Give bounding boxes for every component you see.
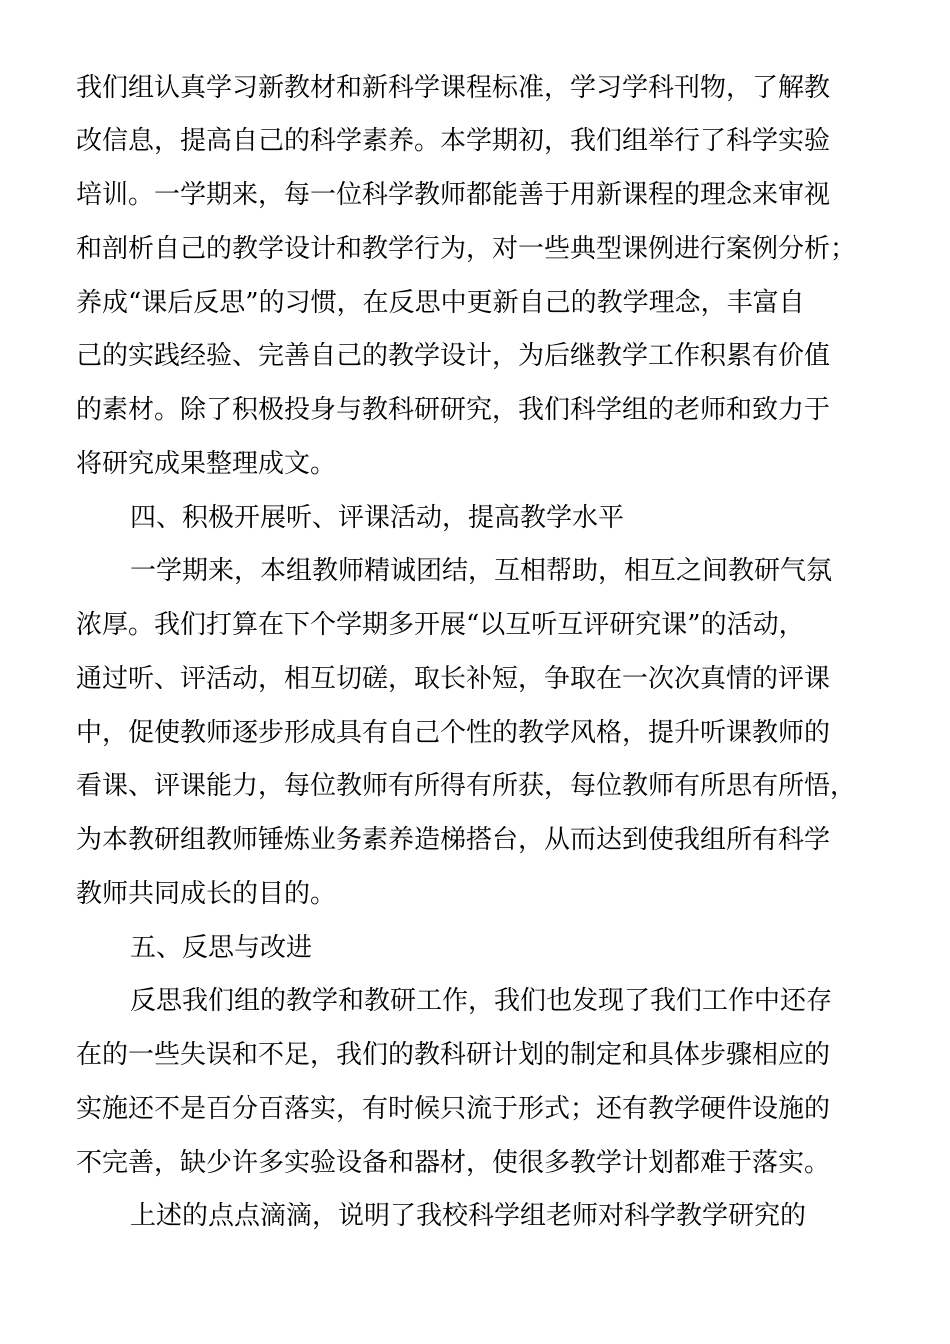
paragraph-line: 己的实践经验、完善自己的教学设计，为后继教学工作积累有价值 [76, 341, 831, 371]
paragraph-line: 培训。一学期来，每一位科学教师都能善于用新课程的理念来审视 [76, 180, 831, 210]
paragraph-line: 的素材。除了积极投身与教科研研究，我们科学组的老师和致力于 [76, 395, 831, 425]
paragraph-line: 为本教研组教师锤炼业务素养造梯搭台，从而达到使我组所有科学 [76, 825, 831, 855]
paragraph-line: 实施还不是百分百落实，有时候只流于形式；还有教学硬件设施的 [76, 1094, 831, 1124]
paragraph-line: 改信息，提高自己的科学素养。本学期初，我们组举行了科学实验 [76, 126, 831, 156]
paragraph-line: 在的一些失误和不足，我们的教科研计划的制定和具体步骤相应的 [76, 1040, 831, 1070]
paragraph-line: 上述的点点滴滴，说明了我校科学组老师对科学教学研究的 [130, 1201, 807, 1231]
paragraph-line: 反思我们组的教学和教研工作，我们也发现了我们工作中还存 [130, 986, 833, 1016]
paragraph-line: 通过听、评活动，相互切磋，取长补短，争取在一次次真情的评课 [76, 664, 831, 694]
paragraph-line: 中，促使教师逐步形成具有自己个性的教学风格，提升听课教师的 [76, 718, 831, 748]
paragraph-line: 浓厚。我们打算在下个学期多开展“以互听互评研究课”的活动， [76, 610, 805, 640]
paragraph-line: 教师共同成长的目的。 [76, 879, 337, 909]
section-heading: 四、积极开展听、评课活动，提高教学水平 [130, 503, 625, 533]
paragraph-line: 看课、评课能力，每位教师有所得有所获，每位教师有所思有所悟， [76, 771, 857, 801]
paragraph-line: 将研究成果整理成文。 [76, 449, 337, 479]
paragraph-line: 一学期来，本组教师精诚团结，互相帮助，相互之间教研气氛 [130, 556, 833, 586]
paragraph-line: 不完善，缺少许多实验设备和器材，使很多教学计划都难于落实。 [76, 1148, 831, 1178]
section-heading: 五、反思与改进 [130, 933, 313, 963]
paragraph-line: 我们组认真学习新教材和新科学课程标准，学习学科刊物，了解教 [76, 73, 831, 103]
paragraph-line: 和剖析自己的教学设计和教学行为，对一些典型课例进行案例分析； [76, 234, 857, 264]
paragraph-line: 养成“课后反思”的习惯，在反思中更新自己的教学理念，丰富自 [76, 288, 805, 318]
